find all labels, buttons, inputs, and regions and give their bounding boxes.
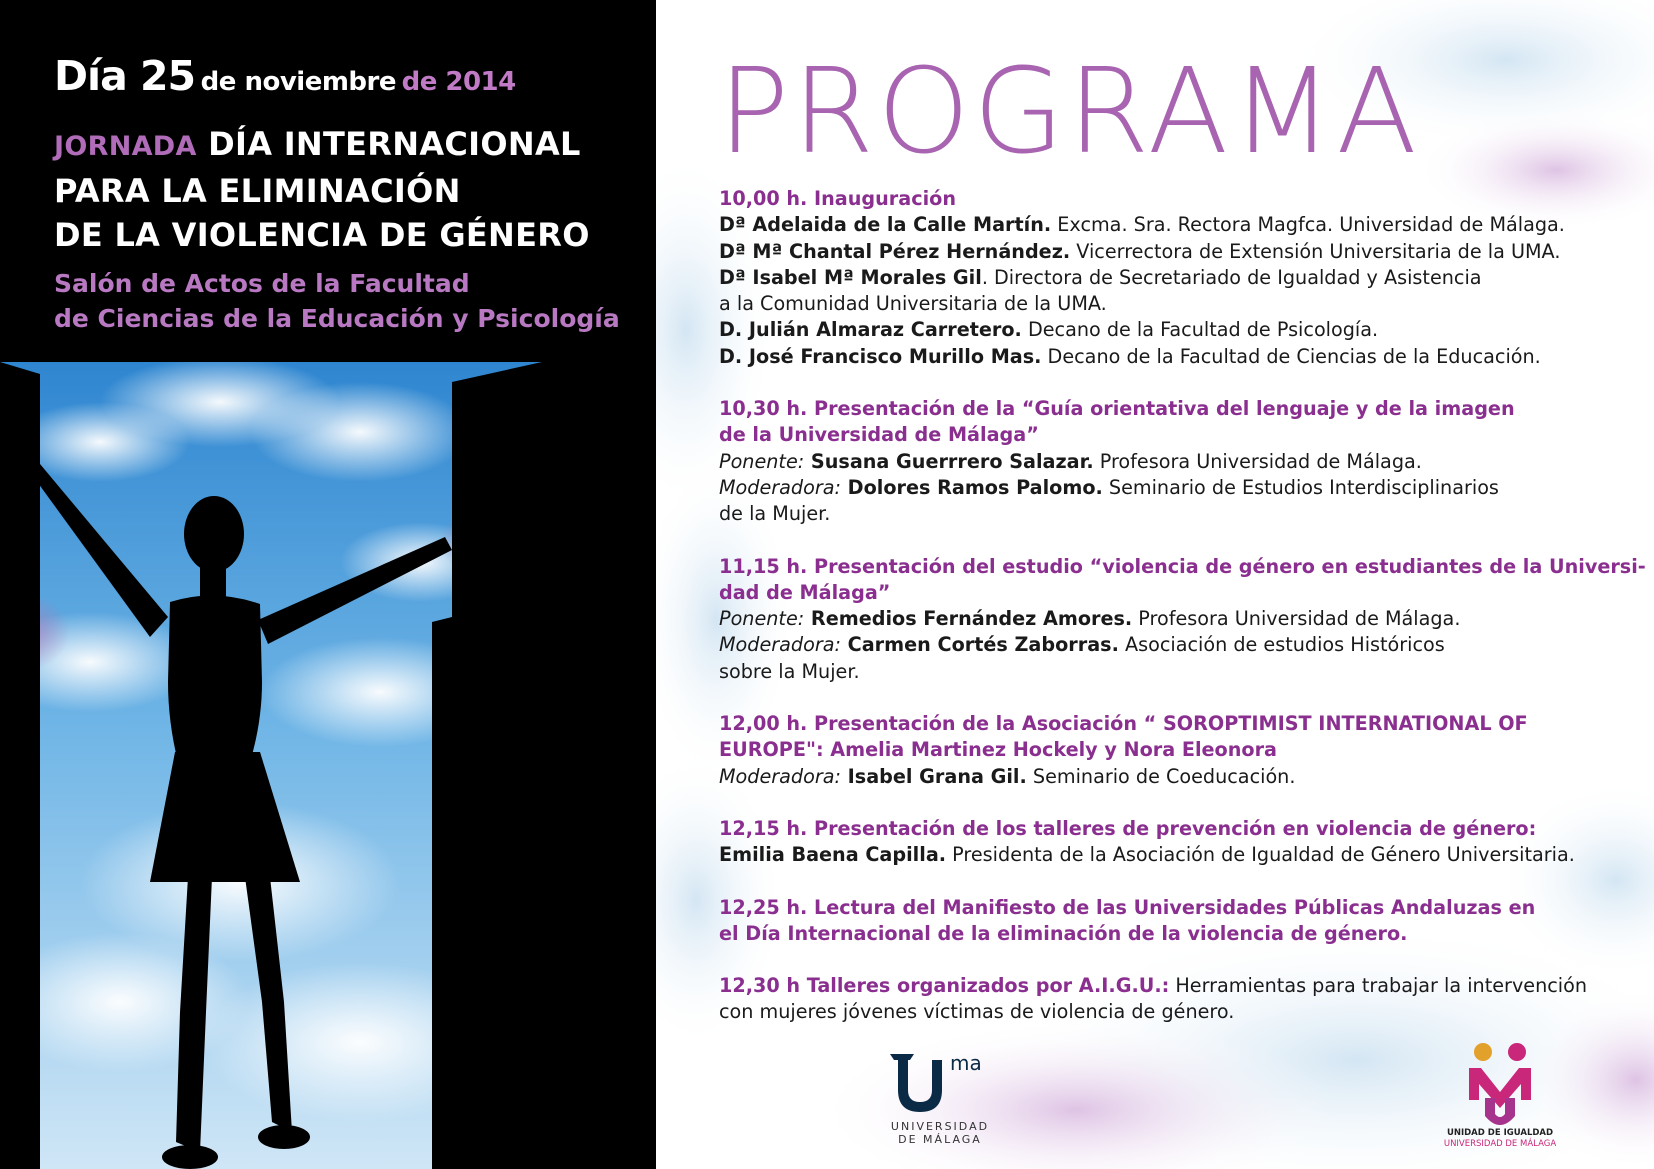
- event-date: [54, 52, 516, 100]
- event-title: [54, 122, 654, 257]
- program-item: [719, 816, 1619, 869]
- description-text: sobre la Mujer.: [719, 659, 860, 683]
- program-line: [719, 999, 1619, 1025]
- description-text: Decano de la Facultad de Ciencias de la Educación.: [1041, 344, 1541, 368]
- program-line: [719, 239, 1619, 265]
- program-heading-text: 10,30 h. Presentación de la “Guía orientativa del lenguaje y de la imagen: [719, 397, 1515, 421]
- description-text: Herramientas para trabajar la intervención: [1169, 974, 1588, 998]
- program-heading-text: dad de Málaga”: [719, 580, 891, 604]
- speaker-name: Emilia Baena Capilla.: [719, 843, 947, 867]
- program-item: [719, 186, 1619, 370]
- unidad-line-2: UNIVERSIDAD DE MÁLAGA: [1443, 1139, 1557, 1149]
- description-text: Excma. Sra. Rectora Magfca. Universidad de Málaga.: [1051, 213, 1565, 237]
- speaker-name: Remedios Fernández Amores.: [804, 607, 1133, 631]
- title-line-3: DE LA VIOLENCIA DE GÉNERO: [54, 216, 590, 254]
- program-line: [719, 973, 1619, 999]
- description-text: de la Mujer.: [719, 502, 831, 526]
- program-line: [719, 291, 1619, 317]
- title-line-2: PARA LA ELIMINACIÓN: [54, 172, 461, 210]
- program-heading-text: el Día Internacional de la eliminación de la violencia de género.: [719, 921, 1408, 945]
- jornada-label: JORNADA: [54, 131, 197, 162]
- program-line: [719, 344, 1619, 370]
- role-label: Moderadora:: [719, 475, 841, 499]
- program-line: [719, 265, 1619, 291]
- program-heading-text: de la Universidad de Málaga”: [719, 423, 1039, 447]
- speaker-name: Dª Isabel Mª Morales Gil: [719, 265, 982, 289]
- description-text: Profesora Universidad de Málaga.: [1132, 607, 1461, 631]
- program-line: [719, 921, 1619, 947]
- program-item: [719, 973, 1619, 1026]
- program-line: [719, 554, 1646, 580]
- speaker-name: D. Julián Almaraz Carretero.: [719, 318, 1022, 342]
- role-label: Moderadora:: [719, 764, 841, 788]
- date-year: de 2014: [401, 67, 516, 97]
- program-heading-text: 12,00 h. Presentación de la Asociación “ SOROPTIMIST INTERNATIONAL OF: [719, 712, 1528, 736]
- role-label: Ponente:: [719, 449, 805, 473]
- programa-title: PROGRAMA: [718, 42, 1420, 180]
- program-line: [719, 396, 1619, 422]
- speaker-name: Isabel Grana Gil.: [840, 764, 1027, 788]
- date-month: de noviembre: [200, 67, 396, 97]
- speaker-name: Carmen Cortés Zaborras.: [840, 633, 1119, 657]
- left-panel: [0, 0, 656, 1169]
- unidad-line-1: UNIDAD DE IGUALDAD: [1446, 1128, 1554, 1138]
- program-line: [719, 606, 1619, 632]
- unidad-igualdad-emblem-icon: [1425, 1040, 1575, 1128]
- program-line: [719, 842, 1619, 868]
- program-line: [719, 186, 1619, 212]
- program-line: [719, 212, 1619, 238]
- venue-line-2: de Ciencias de la Educación y Psicología: [54, 304, 620, 333]
- description-text: con mujeres jóvenes víctimas de violencia de género.: [719, 1000, 1235, 1024]
- description-text: Decano de la Facultad de Psicología.: [1021, 318, 1379, 342]
- speaker-name: Dª Mª Chantal Pérez Hernández.: [719, 239, 1071, 263]
- program-item: [719, 396, 1619, 527]
- program-item: [719, 711, 1619, 790]
- program-line: [719, 764, 1619, 790]
- speaker-name: D. José Francisco Murillo Mas.: [719, 344, 1042, 368]
- venue-line-1: Salón de Actos de la Facultad: [54, 269, 470, 298]
- uma-emblem-icon: [880, 1040, 1000, 1120]
- description-text: Profesora Universidad de Málaga.: [1093, 449, 1422, 473]
- event-header: [0, 0, 656, 362]
- program-line: [719, 737, 1619, 763]
- program-line: [719, 475, 1619, 501]
- event-venue: [54, 266, 654, 336]
- speaker-name: Dolores Ramos Palomo.: [840, 475, 1103, 499]
- program-item: [719, 895, 1619, 948]
- description-text: Vicerrectora de Extensión Universitaria de la UMA.: [1070, 239, 1561, 263]
- program-line: [719, 501, 1619, 527]
- uma-line-1: UNIVERSIDAD: [890, 1120, 990, 1133]
- window-silhouette-illustration: [0, 362, 656, 1169]
- program-heading-text: 10,00 h. Inauguración: [719, 187, 957, 210]
- role-label: Moderadora:: [719, 633, 841, 657]
- program-heading-text: 12,30 h Talleres organizados por A.I.G.U.:: [719, 974, 1170, 998]
- description-text: Seminario de Estudios Interdisciplinarios: [1102, 475, 1499, 499]
- uma-mark-text: ma: [950, 1051, 982, 1075]
- program-line: [719, 816, 1619, 842]
- program-heading-text: 11,15 h. Presentación del estudio “violencia de género en estudiantes de la Universi-: [719, 554, 1646, 578]
- program-heading-text: 12,25 h. Lectura del Manifiesto de las Universidades Públicas Andaluzas en: [719, 895, 1536, 919]
- description-text: a la Comunidad Universitaria de la UMA.: [719, 292, 1107, 316]
- program-line: [719, 711, 1619, 737]
- description-text: Asociación de estudios Históricos: [1118, 633, 1445, 657]
- unidad-igualdad-logo: [1425, 1040, 1575, 1160]
- uma-line-2: DE MÁLAGA: [898, 1133, 982, 1146]
- description-text: Seminario de Coeducación.: [1026, 764, 1296, 788]
- date-day: Día 25: [54, 52, 196, 100]
- program-heading-text: 12,15 h. Presentación de los talleres de prevención en violencia de género:: [719, 816, 1537, 840]
- program-line: [719, 580, 1619, 606]
- description-text: Presidenta de la Asociación de Igualdad de Género Universitaria.: [946, 843, 1575, 867]
- uma-logo: [880, 1040, 1000, 1150]
- program-line: [719, 422, 1619, 448]
- program-line: [719, 632, 1619, 658]
- program-line: [719, 659, 1619, 685]
- title-line-1: DÍA INTERNACIONAL: [208, 125, 581, 163]
- uma-logo-text: [880, 1120, 1000, 1146]
- program-line: [719, 895, 1619, 921]
- program-list: [719, 186, 1646, 1052]
- speaker-name: Susana Guerrrero Salazar.: [804, 449, 1094, 473]
- description-text: . Directora de Secretariado de Igualdad y Asistencia: [981, 265, 1482, 289]
- role-label: Ponente:: [719, 607, 805, 631]
- program-line: [719, 317, 1619, 343]
- program-heading-text: EUROPE": Amelia Martinez Hockely y Nora Eleonora: [719, 738, 1277, 762]
- program-item: [719, 554, 1646, 685]
- speaker-name: Dª Adelaida de la Calle Martín.: [719, 213, 1052, 237]
- program-line: [719, 449, 1619, 475]
